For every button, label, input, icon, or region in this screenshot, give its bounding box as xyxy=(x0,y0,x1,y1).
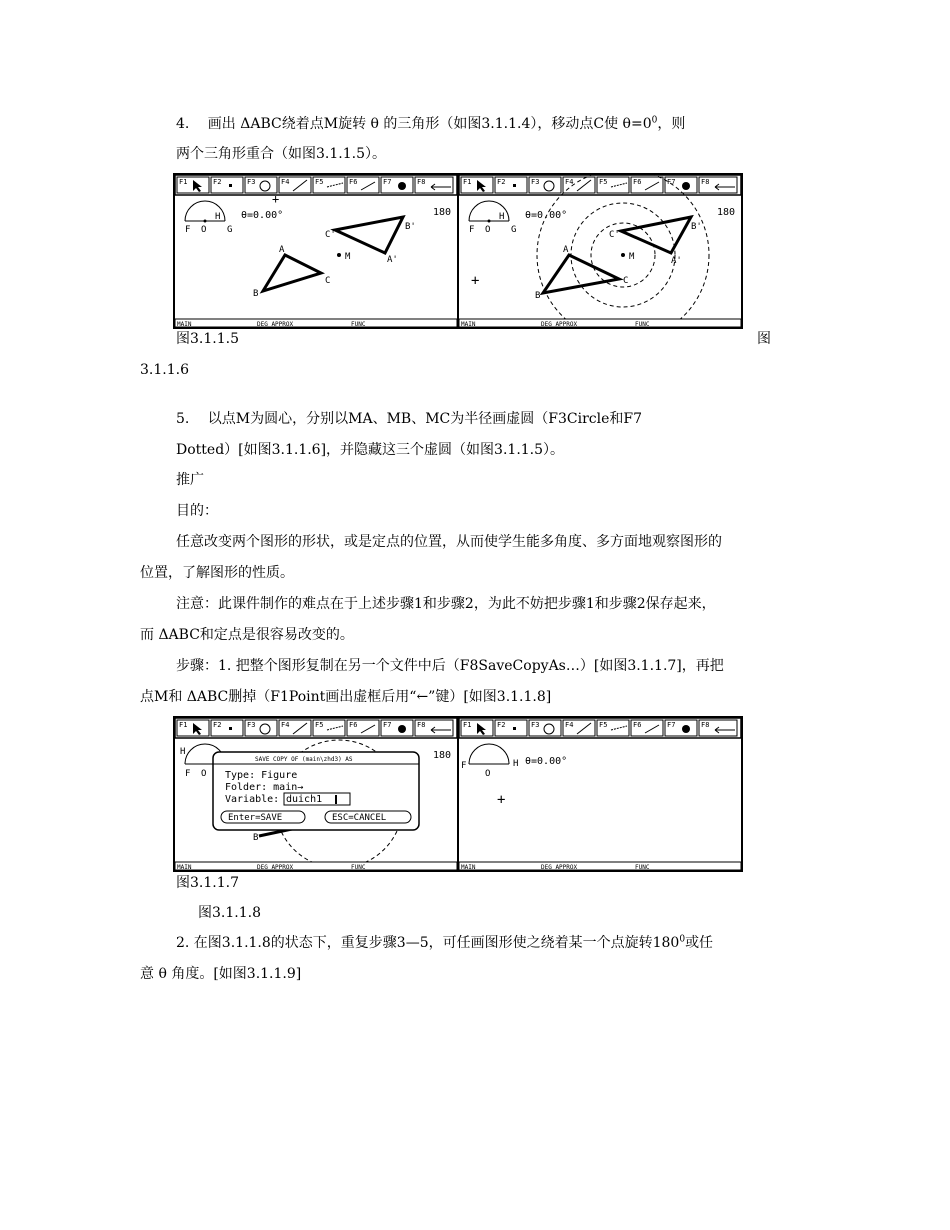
svg-text:FUNC: FUNC xyxy=(351,864,366,870)
svg-text:F2: F2 xyxy=(497,721,506,729)
svg-text:F7: F7 xyxy=(667,178,676,186)
svg-text:DEG APPROX: DEG APPROX xyxy=(257,321,294,327)
toolbar-f5: F5 xyxy=(315,178,324,186)
svg-text:B: B xyxy=(253,289,259,299)
svg-text:B: B xyxy=(535,291,541,301)
svg-text:C: C xyxy=(623,276,629,286)
svg-text:F: F xyxy=(461,761,467,771)
svg-text:O: O xyxy=(485,225,491,235)
svg-text:F3: F3 xyxy=(531,178,540,186)
para4-line1: 4. 画出 ΔABC绕着点M旋转 θ 的三角形（如图3.1.1.4），移动点C使 $\theta=0^0$，则 xyxy=(176,115,686,132)
toolbar-f7: F7 xyxy=(383,178,392,186)
theta-readout: θ=0.00° xyxy=(241,210,284,221)
calc-toolbar xyxy=(459,175,741,195)
svg-text:F: F xyxy=(185,769,191,779)
svg-text:F4: F4 xyxy=(565,721,574,729)
svg-text:F4: F4 xyxy=(281,721,290,729)
caption-3-1-1-6: 3.1.1.6 xyxy=(140,362,189,378)
svg-text:B: B xyxy=(253,833,259,843)
dialog-variable-label: Variable: xyxy=(225,794,280,805)
svg-text:H: H xyxy=(499,212,505,222)
note-line2: 而 ΔABC和定点是很容易改变的。 xyxy=(140,627,354,643)
dialog-type: Type: Figure xyxy=(225,770,298,781)
toolbar-f8: F8 xyxy=(417,178,426,186)
heading-extend: 推广 xyxy=(176,472,204,488)
svg-text:F1: F1 xyxy=(463,721,472,729)
svg-text:F8: F8 xyxy=(417,721,426,729)
angle-max: 180 xyxy=(433,207,452,218)
svg-text:C': C' xyxy=(609,230,620,240)
svg-text:H: H xyxy=(513,759,519,769)
caption-3-1-1-7: 图3.1.1.7 xyxy=(176,875,239,891)
heading-goal: 目的： xyxy=(176,503,218,519)
svg-text:MAIN: MAIN xyxy=(177,864,192,870)
svg-text:M: M xyxy=(629,252,635,262)
svg-text:F4: F4 xyxy=(565,178,574,186)
goal-line2: 位置，了解图形的性质。 xyxy=(140,565,294,581)
svg-text:M: M xyxy=(345,252,351,262)
svg-text:F3: F3 xyxy=(247,721,256,729)
step2-line2: 意 θ 角度。[如图3.1.1.9] xyxy=(140,966,302,982)
svg-text:θ=0.00°: θ=0.00° xyxy=(525,210,568,221)
step2-line1: 2. 在图3.1.1.8的状态下，重复步骤3—5，可任画图形使之绕着某一个点旋转$180^0$或任 xyxy=(176,934,714,951)
svg-text:180: 180 xyxy=(717,207,736,218)
svg-text:B': B' xyxy=(691,222,702,232)
para5-line2: Dotted）[如图3.1.1.6]，并隐藏这三个虚圆（如图3.1.1.5）。 xyxy=(176,442,565,458)
caption-fig-right: 图 xyxy=(757,331,771,347)
svg-text:F6: F6 xyxy=(633,178,642,186)
svg-text:F5: F5 xyxy=(599,178,608,186)
point-icon xyxy=(513,727,516,730)
steps-line1: 步骤：1. 把整个图形复制在另一个文件中后（F8SaveCopyAs…）[如图3.1.1.7]，再把 xyxy=(176,658,724,674)
toolbar-f3: F3 xyxy=(247,178,256,186)
svg-text:FUNC: FUNC xyxy=(351,321,366,327)
svg-text:C': C' xyxy=(325,230,336,240)
svg-text:F6: F6 xyxy=(349,721,358,729)
svg-text:G: G xyxy=(227,225,233,235)
point-icon xyxy=(229,727,232,730)
display-icon xyxy=(682,182,690,190)
svg-text:Enter=SAVE: Enter=SAVE xyxy=(228,813,283,823)
svg-text:θ=0.00°: θ=0.00° xyxy=(525,756,568,767)
cursor-plus-icon: + xyxy=(497,792,506,808)
svg-text:F: F xyxy=(469,225,475,235)
svg-text:FUNC: FUNC xyxy=(635,864,650,870)
svg-text:O: O xyxy=(485,769,491,779)
calc-screen-3-1-1-5 xyxy=(173,173,459,329)
svg-text:H: H xyxy=(180,747,186,757)
point-icon xyxy=(513,184,516,187)
svg-text:F8: F8 xyxy=(701,721,710,729)
svg-text:F1: F1 xyxy=(463,178,472,186)
svg-text:A': A' xyxy=(671,256,682,266)
cursor-plus-icon: + xyxy=(272,192,280,206)
svg-text:ESC=CANCEL: ESC=CANCEL xyxy=(332,813,387,823)
svg-text:F3: F3 xyxy=(531,721,540,729)
svg-text:F: F xyxy=(185,225,191,235)
svg-text:H: H xyxy=(215,212,221,222)
display-icon xyxy=(398,725,406,733)
calc-screen-3-1-1-7 xyxy=(173,716,459,872)
toolbar-f6: F6 xyxy=(349,178,358,186)
svg-text:MAIN: MAIN xyxy=(461,321,476,327)
caption-3-1-1-5: 图3.1.1.5 xyxy=(176,331,239,347)
toolbar-f1: F1 xyxy=(179,178,188,186)
svg-text:F7: F7 xyxy=(667,721,676,729)
svg-text:F1: F1 xyxy=(179,721,188,729)
note-line1: 注意：此课件制作的难点在于上述步骤1和步骤2，为此不妨把步骤1和步骤2保存起来， xyxy=(176,596,716,612)
svg-text:F5: F5 xyxy=(599,721,608,729)
svg-text:G: G xyxy=(511,225,517,235)
svg-text:DEG APPROX: DEG APPROX xyxy=(257,864,294,870)
dialog-title: SAVE COPY OF (main\zhd3) AS xyxy=(255,756,353,763)
svg-text:A': A' xyxy=(387,255,398,265)
variable-value: duich1 xyxy=(286,794,323,805)
svg-text:F7: F7 xyxy=(383,721,392,729)
calc-toolbar xyxy=(175,175,457,195)
svg-text:180: 180 xyxy=(433,750,452,761)
para5-line1: 5. 以点M为圆心，分别以MA、MB、MC为半径画虚圆（F3Circle和F7 xyxy=(176,411,642,427)
svg-text:F5: F5 xyxy=(315,721,324,729)
toolbar-f4: F4 xyxy=(281,178,290,186)
svg-text:C: C xyxy=(325,276,331,286)
point-icon xyxy=(229,184,232,187)
svg-text:O: O xyxy=(201,225,207,235)
cursor-plus-icon: + xyxy=(471,273,480,289)
calc-toolbar xyxy=(459,718,741,738)
svg-text:O: O xyxy=(201,769,207,779)
dialog-folder: Folder: main→ xyxy=(225,782,304,793)
text-cursor xyxy=(335,795,337,804)
svg-text:B': B' xyxy=(405,222,416,232)
toolbar-f2: F2 xyxy=(213,178,222,186)
display-icon xyxy=(398,182,406,190)
svg-text:DEG APPROX: DEG APPROX xyxy=(541,321,578,327)
svg-text:A: A xyxy=(279,245,285,255)
svg-text:F2: F2 xyxy=(497,178,506,186)
goal-line1: 任意改变两个图形的形状，或是定点的位置，从而使学生能多角度、多方面地观察图形的 xyxy=(176,534,722,550)
svg-text:MAIN: MAIN xyxy=(461,864,476,870)
caption-3-1-1-8: 图3.1.1.8 xyxy=(198,905,261,921)
svg-text:MAIN: MAIN xyxy=(177,321,192,327)
svg-text:F6: F6 xyxy=(633,721,642,729)
steps-line2: 点M和 ΔABC删掉（F1Point画出虚框后用“←”键）[如图3.1.1.8] xyxy=(140,689,552,705)
svg-text:FUNC: FUNC xyxy=(635,321,650,327)
svg-text:A: A xyxy=(563,245,569,255)
calc-screen-3-1-1-6 xyxy=(457,173,743,329)
svg-text:F8: F8 xyxy=(701,178,710,186)
para4-line2: 两个三角形重合（如图3.1.1.5）。 xyxy=(176,146,386,162)
save-copy-dialog xyxy=(213,752,419,830)
display-icon xyxy=(682,725,690,733)
calc-toolbar xyxy=(175,718,457,738)
svg-text:F2: F2 xyxy=(213,721,222,729)
calc-screen-3-1-1-8 xyxy=(457,716,743,872)
svg-text:DEG APPROX: DEG APPROX xyxy=(541,864,578,870)
